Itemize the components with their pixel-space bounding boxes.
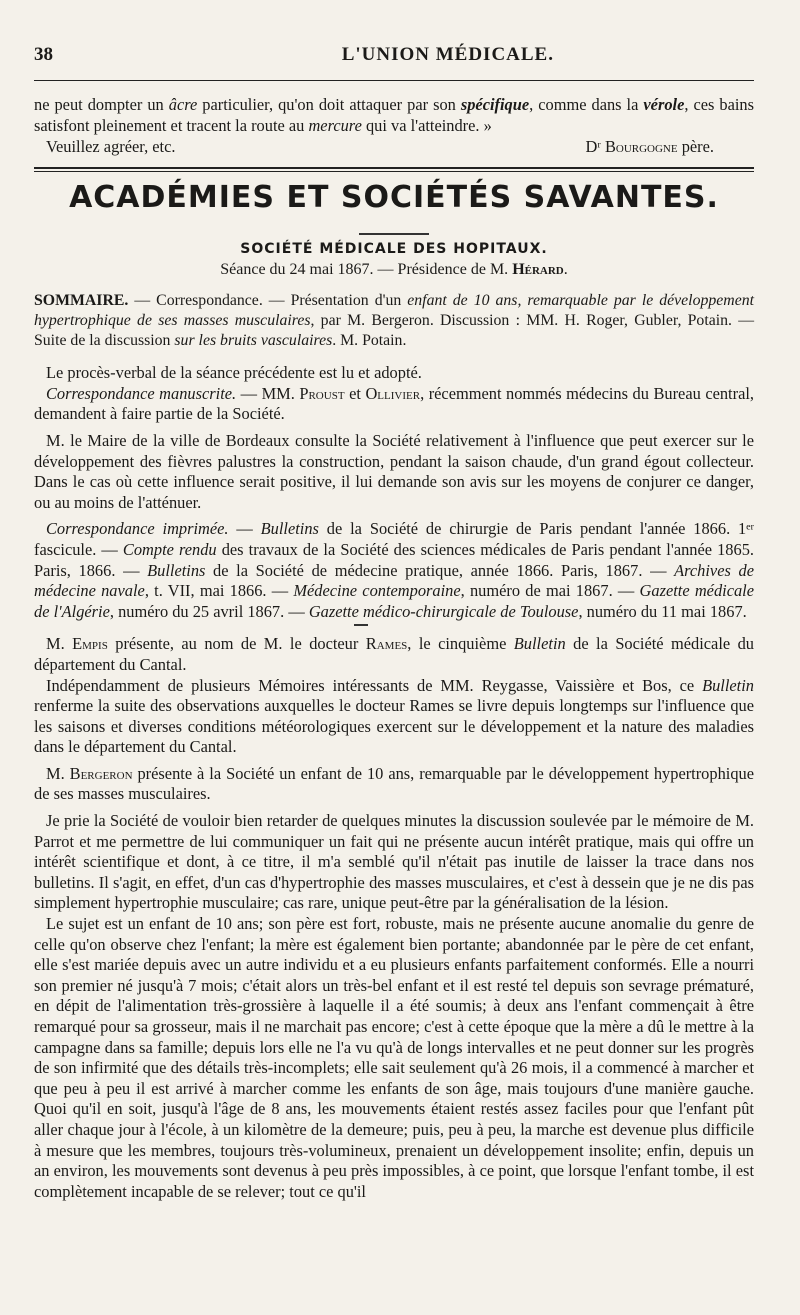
section-title: ACADÉMIES ET SOCIÉTÉS SAVANTES. — [69, 180, 719, 216]
text-run: . — [563, 261, 568, 279]
text-run: présente, au nom de M. le docteur — [107, 634, 366, 654]
emphasis-text: enfant de 10 ans, remarquable par le développement hypertrophique de ses masses musculaires — [34, 292, 754, 330]
summary-label: SOMMAIRE. — [34, 292, 129, 310]
text-run: particulier, qu'on doit attaquer par son — [197, 95, 461, 114]
closing-formula: Veuillez agréer, etc. — [46, 137, 176, 157]
emphasis-text: âcre — [168, 95, 198, 114]
publication-title: Bulletins — [260, 519, 319, 539]
person-name: Empis — [72, 634, 108, 654]
case-paragraph: Le sujet est un enfant de 10 ans; son père est fort, robuste, mais ne présente aucune anomalie du genre de celle qu'on observe chez l'enfant; la mère est également bien portante; abandonnée par le père de cet enfant, elle s'est mariée depuis avec un autre individu et a eu plusieurs enfants parfaitement conformés. Elle a nourri son premier né jusqu'à 7 mois; c'était alors un très-bel enfant et il est resté tel depuis son sevrage prématuré, en dépit de l'alimentation très-grossière à laquelle il a été soumis; à deux ans l'enfant commençait à être remarqué pour sa grosseur, mais il ne marchait pas encore; c'est à cette époque que la mère a dû le mettre à la campagne dans sa famille; depuis lors elle ne l'a vu qu'à de longs intervalles et ne peut donner sur les progrès de son infirmité que des détails très-incomplets; elle sait seulement qu'à 26 mois, il a commencé à marcher et que peu à peu il est arrivé à marcher comme les enfants de son âge, mais toujours d'une manière gauche. Quoi qu'il en soit, jusqu'à l'âge de 8 ans, les mouvements étaient restés assez faciles pour que l'enfant pût aller chaque jour à l'école, à un kilomètre de la demeure; puis, peu à peu, la marche est devenue plus difficile à mesure que les membres, toujours très-volumineux, prenaient un développement insolite; enfin, depuis un an environ, les mouvements sont devenus à peu près impossibles, à ce point, que lorsque l'enfant tombe, il est complètement incapable de se relever; tout ce qu'il — [34, 914, 754, 1201]
section-divider — [34, 167, 754, 172]
header-rule — [34, 80, 754, 81]
text-run: , numéro du 25 avril 1867. — — [109, 601, 309, 621]
page-number: 38 — [34, 44, 53, 65]
emphasis-text: mercure — [308, 115, 362, 135]
person-name: Ollivier — [365, 383, 421, 403]
text-run: des travaux de la Société des sciences médicales de Paris pendant l'année 1865. Paris, 1866. — — [34, 539, 754, 580]
text-run: . M. Potain. — [332, 332, 407, 350]
text-run: et — [344, 383, 366, 403]
emphasis-text: sur les bruits vasculaires — [174, 332, 333, 350]
publication-title: Gazette médico-chirurgicale de Toulouse — [308, 601, 579, 621]
letter-closing-row — [34, 136, 754, 157]
text-run: — MM. — [236, 383, 300, 403]
text-run: présente à la Société un enfant de 10 ans, remarquable par le développement hypertrophique de ses masses musculaires. — [34, 763, 754, 804]
person-name: Proust — [299, 383, 345, 403]
text-run: renferme la suite des observations auxquelles le docteur Rames se livre depuis longtemps sur l'influence que les saisons et diverses conditions météorologiques exercent sur le développement et la nature des maladies dans le département du Cantal. — [34, 696, 754, 757]
text-run: — — [228, 519, 261, 539]
summary — [34, 291, 754, 351]
president-name: Hérard — [512, 261, 564, 279]
text-run: de la Société de médecine pratique, année 1866. Paris, 1867. — — [205, 560, 675, 580]
bergeron-paragraph — [34, 764, 754, 805]
text-run: Indépendamment de plusieurs Mémoires intéressants de MM. Reygasse, Vaissière et Bos, ce — [46, 675, 703, 695]
signature — [585, 136, 754, 157]
text-run: , le cinquième — [407, 634, 514, 654]
independamment-paragraph — [34, 676, 754, 758]
signature-suffix: père. — [677, 137, 714, 157]
publication-title: Bulletin — [513, 634, 566, 654]
correspondence-manuscript — [34, 384, 754, 425]
publication-title: Bulletins — [147, 560, 206, 580]
publication-title: Compte rendu — [122, 539, 217, 559]
minutes-paragraph: Le procès-verbal de la séance précédente est lu et adopté. — [46, 363, 422, 383]
text-run: , numéro de mai 1867. — — [460, 581, 640, 601]
publication-title: Archives de médecine navale — [34, 560, 754, 601]
publication-title: Médecine contemporaine — [293, 581, 461, 601]
person-name: Rames — [365, 634, 408, 654]
text-run: , ces bains satisfont pleinement et tracent la route au — [34, 95, 755, 135]
text-run: M. — [46, 634, 73, 654]
paragraph-label: Correspondance imprimée. — [46, 519, 229, 539]
signature-name: Bourgogne — [604, 137, 678, 157]
paragraph-separator — [354, 624, 368, 626]
signature-title: Dʳ — [585, 137, 605, 157]
publication-title: Bulletin — [702, 675, 754, 695]
text-run: Séance du 24 mai 1867. — Présidence de M. — [220, 261, 513, 279]
text-run: — Correspondance. — Présentation d'un — [128, 292, 408, 310]
emphasis-text: vérole — [643, 95, 685, 114]
session-line — [34, 261, 754, 279]
text-run: de la Société de chirurgie de Paris pendant l'année 1866. 1ᵉʳ fascicule. — — [34, 519, 754, 559]
journal-page — [34, 44, 754, 1202]
text-run: , numéro du 11 mai 1867. — [578, 601, 747, 621]
text-run: M. — [46, 763, 70, 783]
text-run: de la Société médicale du département du Cantal. — [34, 634, 754, 674]
text-run: , par M. Bergeron. Discussion : MM. H. Roger, Gubler, Potain. — Suite de la discussion — [34, 312, 755, 350]
text-run: , récemment nommés médecins du Bureau central, demandent à faire partie de la Société. — [34, 383, 754, 424]
text-run: ne peut dompter un — [34, 95, 169, 114]
bordeaux-paragraph: M. le Maire de la ville de Bordeaux consulte la Société relativement à l'influence que peut exercer sur le développement des fièvres palustres la construction, pendant la saison chaude, d'un grand égout collecteur. Dans le cas où cette influence serait positive, il lui demande son avis sur les moyens de conjurer ce danger, ou au moins de l'atténuer. — [34, 430, 754, 512]
text-run: , comme dans la — [529, 95, 644, 114]
person-name: Bergeron — [69, 763, 133, 783]
prie-paragraph: Je prie la Société de vouloir bien retarder de quelques minutes la discussion soulevée par le mémoire de M. Parrot et me permettre de lui communiquer un fait qui ne présente aucun intérêt pratique, mais qui offre un intérêt scientifique et dont, à ce titre, il m'a semblé qu'il n'était pas inutile de laisser la trace dans nos bulletins. Il s'agit, en effet, d'un cas d'hypertrophie des masses musculaires, et c'est à dessein que je ne dis pas simplement hypertrophie musculaire; cas rare, unique peut-être par la généralisation de la lésion. — [34, 811, 754, 913]
paragraph-label: Correspondance manuscrite. — [46, 383, 237, 403]
text-run: qui va l'atteindre. » — [361, 115, 492, 135]
page-header — [34, 44, 754, 80]
text-run: , t. VII, mai 1866. — — [144, 581, 294, 601]
letter-ending-paragraph — [34, 95, 754, 136]
emphasis-text: spécifique — [460, 95, 530, 114]
correspondence-printed — [34, 519, 754, 622]
title-rule — [359, 233, 429, 235]
publication-title: Gazette médicale de l'Algérie — [34, 581, 754, 621]
empis-paragraph — [34, 634, 754, 675]
society-heading: SOCIÉTÉ MÉDICALE DES HOPITAUX. — [240, 241, 548, 258]
running-title: L'UNION MÉDICALE. — [341, 44, 554, 65]
